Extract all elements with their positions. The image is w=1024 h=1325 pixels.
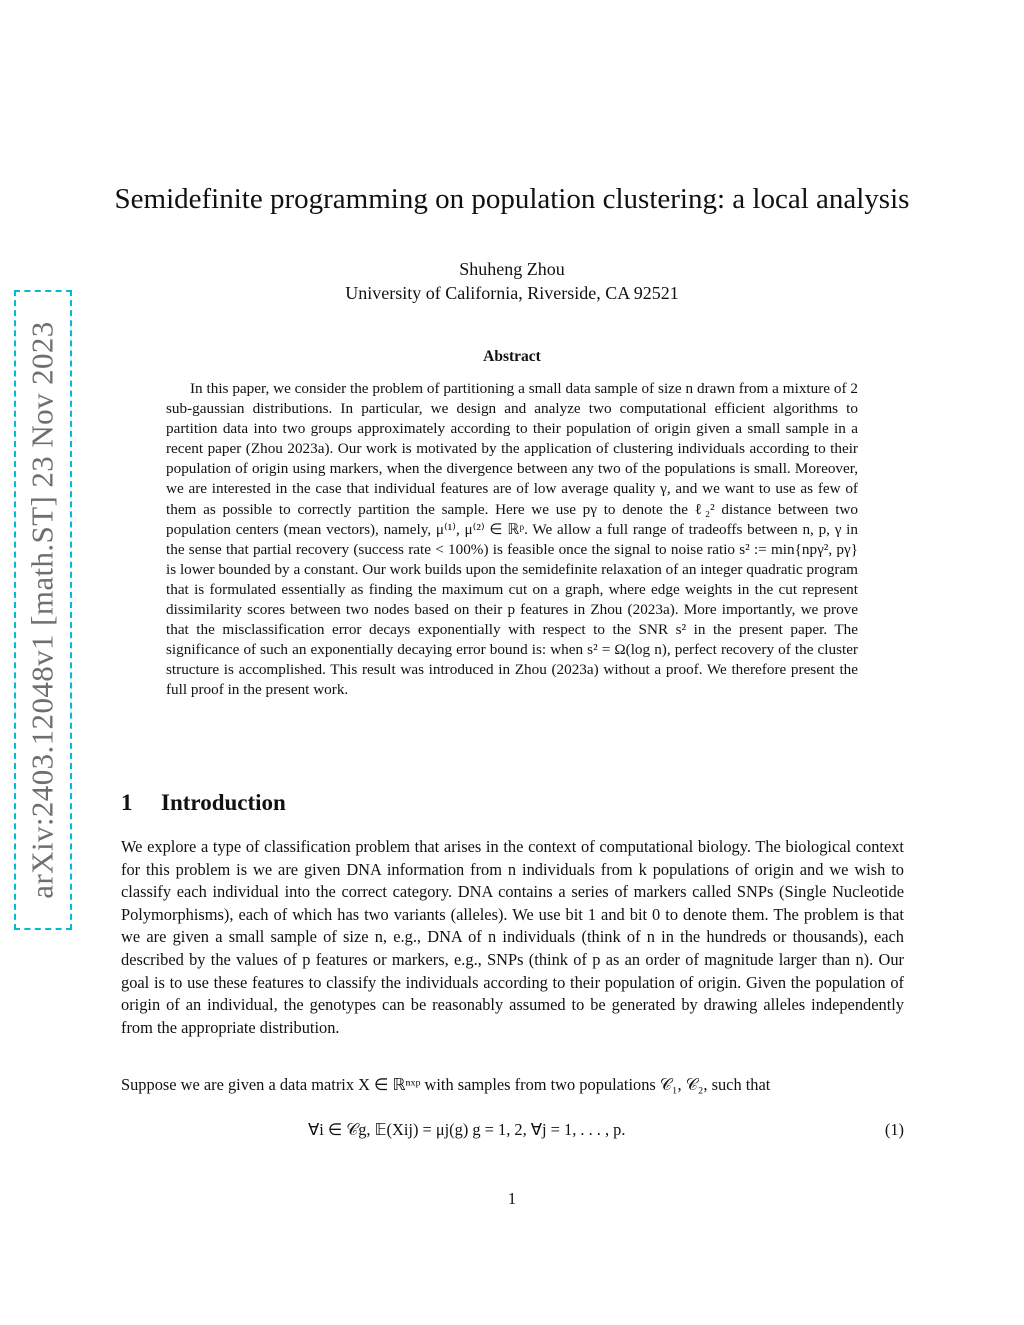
page-number: 1 bbox=[507, 1189, 517, 1208]
arxiv-side-stamp bbox=[14, 290, 72, 930]
equation-number: (1) bbox=[884, 1120, 904, 1139]
section-title: Introduction bbox=[161, 790, 286, 815]
arxiv-identifier: arXiv:2403.12048v1 [math.ST] 23 Nov 2023 bbox=[25, 321, 61, 899]
equation-body: ∀i ∈ 𝒞g, 𝔼(Xij) = μj(g) g = 1, 2, ∀j = 1, . . . , p. bbox=[308, 1120, 626, 1139]
author-block bbox=[110, 257, 914, 305]
paper-title: Semidefinite programming on population clustering: a local analysis bbox=[114, 183, 910, 215]
abstract-text: In this paper, we consider the problem of partitioning a small data sample of size n drawn from a mixture of 2 sub-gaussian distributions. In particular, we design and analyze two computational efficient algorithms to partition data into two groups approximately according to their population of origin given a small sample in a recent paper (Zhou 2023a). Our work is motivated by the application of clustering individuals according to their population of origin using markers, when the divergence between any two of the populations is small. Moreover, we are interested in the case that individual features are of low average quality γ, and we want to use as few of them as possible to correctly partition the sample. Here we use pγ to denote the ℓ₂² distance between two population centers (mean vectors), namely, μ⁽¹⁾, μ⁽²⁾ ∈ ℝᵖ. We allow a full range of tradeoffs between n, p, γ in the sense that partial recovery (success rate < 100%) is feasible once the signal to noise ratio s² := min{npγ², pγ} is lower bounded by a constant. Our work builds upon the semidefinite relaxation of an integer quadratic program that is formulated essentially as finding the maximum cut on a graph, where edge weights in the cut represent dissimilarity scores between two nodes based on their p features in Zhou (2023a). More importantly, we prove that the misclassification error decays exponentially with respect to the SNR s² in the present paper. The significance of such an exponentially decaying error bound is: when s² = Ω(log n), perfect recovery of the cluster structure is accomplished. This result was introduced in Zhou (2023a) without a proof. We therefore present the full proof in the present work. bbox=[166, 380, 858, 699]
author-affiliation: University of California, Riverside, CA 92521 bbox=[345, 283, 679, 303]
intro-paragraph-2: Suppose we are given a data matrix X ∈ ℝⁿˣᵖ with samples from two populations 𝒞₁, 𝒞₂, such that bbox=[121, 1075, 771, 1094]
section-number: 1 bbox=[121, 790, 133, 815]
abstract-heading: Abstract bbox=[483, 348, 541, 365]
intro-paragraph-1: We explore a type of classification problem that arises in the context of computational biology. The biological context for this problem is we are given DNA information from n individuals from k populations of origin and we wish to classify each individual into the correct category. DNA contains a series of markers called SNPs (Single Nucleotide Polymorphisms), each of which has two variants (alleles). We use bit 1 and bit 0 to denote them. The problem is that we are given a small sample of size n, e.g., DNA of n individuals (think of n in the hundreds or thousands), each described by the values of p features or markers, e.g., SNPs (think of p as an order of magnitude larger than n). Our goal is to use these features to classify the individuals according to their population of origin. Given the population of origin of an individual, the genotypes can be reasonably assumed to be generated by drawing alleles independently from the appropriate distribution. bbox=[121, 837, 904, 1037]
author-name: Shuheng Zhou bbox=[459, 259, 565, 279]
section-heading bbox=[121, 790, 286, 816]
